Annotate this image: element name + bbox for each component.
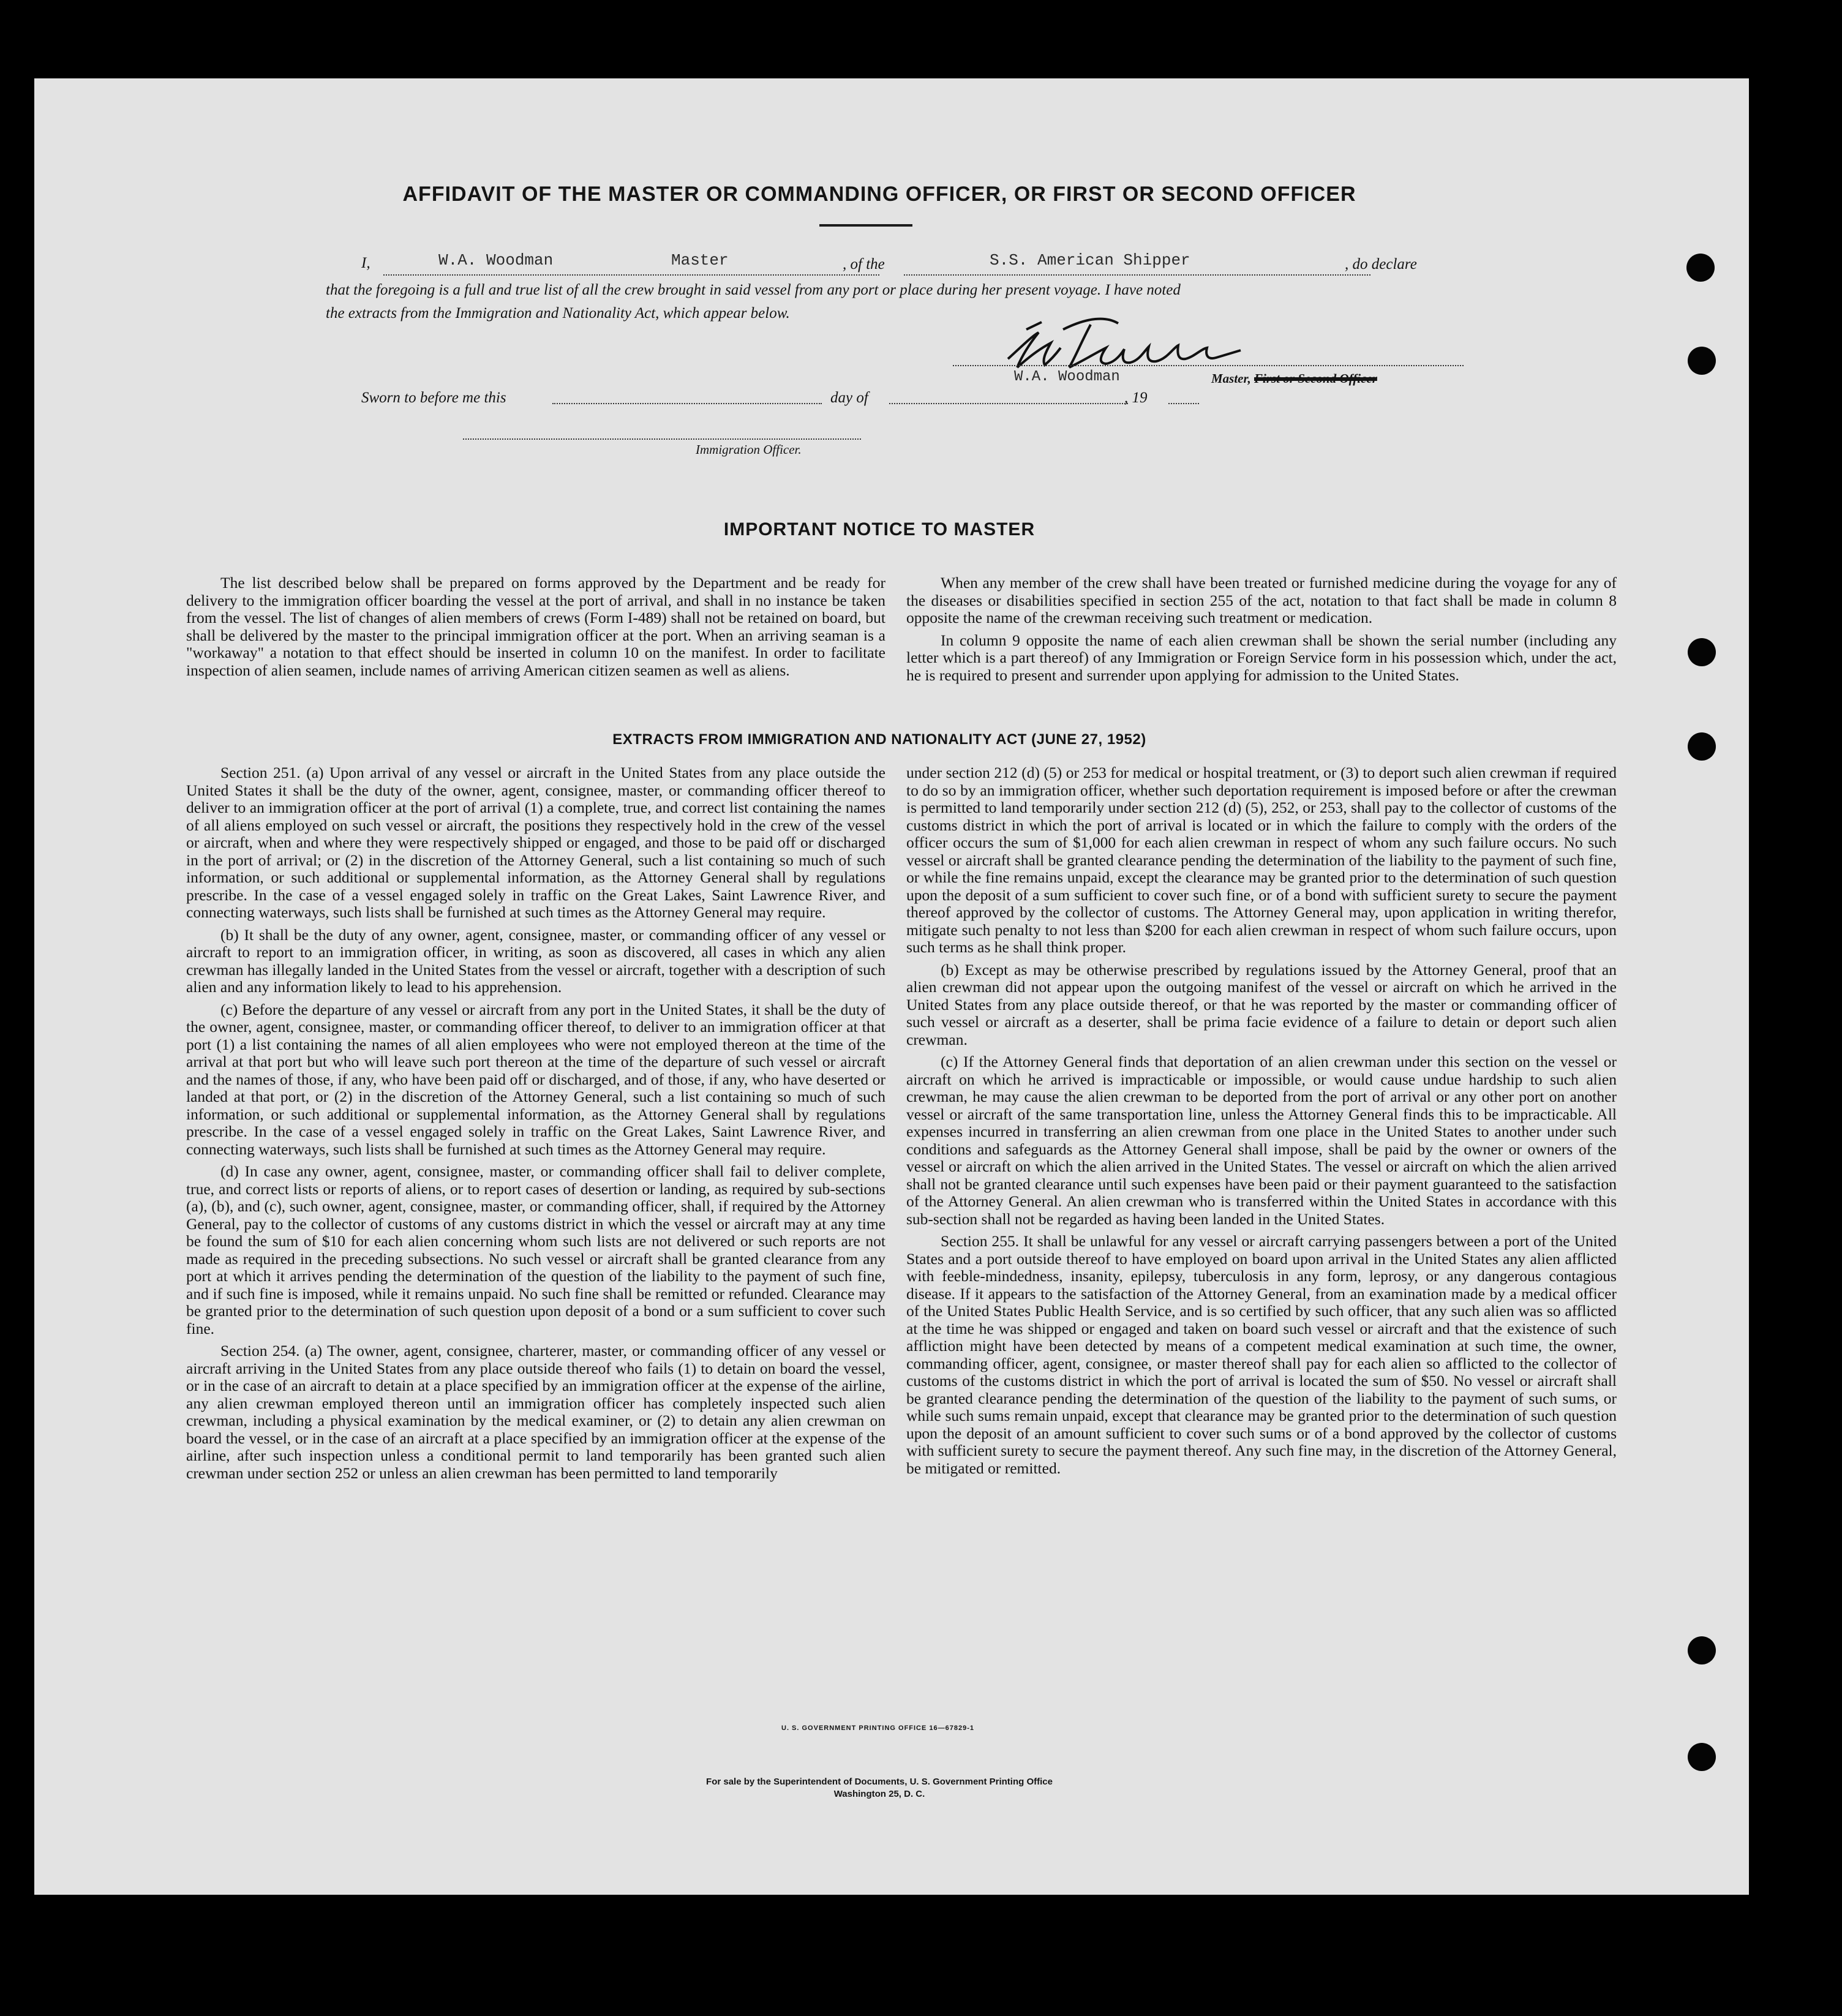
- sworn-date-field: [552, 401, 822, 404]
- day-of-label: day of: [830, 389, 868, 406]
- sworn-label: Sworn to before me this: [361, 389, 506, 406]
- extracts-right-column: [906, 764, 1617, 1482]
- master-rank: Master: [671, 251, 729, 269]
- notice-paragraph: In column 9 opposite the name of each alien crewman shall be shown the serial number (including any letter which is a part thereof) of any Immigration or Foreign Service form in his possession which, under the act, he is required to present and surrender upon applying for admission to the United States.: [906, 631, 1617, 684]
- year-field: [1168, 401, 1199, 404]
- signature-line: [953, 363, 1464, 366]
- notice-right-column: [906, 574, 1617, 689]
- declaration-line-2: that the foregoing is a full and true list of all the crew brought in said vessel from any port or place during her present voyage. I have noted: [326, 282, 1181, 298]
- act-paragraph: (b) Except as may be otherwise prescribed by regulations issued by the Attorney General, proof that an alien crewman did not appear upon the outgoing manifest of the vessel or aircraft on which he arrived in the United States from any place outside thereof, or that he was reported by the master or commanding officer of such vessel or aircraft as a deserter, shall be prima facie evidence of a failure to detain or deport such alien crewman.: [906, 960, 1617, 1048]
- month-field: [889, 401, 1128, 404]
- act-paragraph: (c) If the Attorney General finds that deportation of an alien crewman under this section on the vessel or aircraft on which he arrived is impracticable or impossible, or would cause undue hardship to such alien crewman, he may cause the alien crewman to be deported from the port of arrival or any other port on another vessel or aircraft of the same transportation line, unless the Attorney General finds this to be impracticable. All expenses incurred in transferring an alien crewman from one place in the United States to another under such conditions and safeguards as the Attorney General shall impose, shall be paid by the owner or owners of the vessel or aircraft on which the alien arrived in the United States. The vessel or aircraft on which the alien arrived shall not be granted clearance until such expenses have been paid or their payment guaranteed to the satisfaction of the Attorney General. An alien crewman who is transferred within the United States in accordance with this sub-section shall not be regarded as having been landed in the United States.: [906, 1053, 1617, 1228]
- binder-hole: [1688, 638, 1716, 666]
- notice-title: IMPORTANT NOTICE TO MASTER: [723, 519, 1036, 540]
- act-paragraph: Section 255. It shall be unlawful for any vessel or aircraft carrying passengers between a port of the United States and a port outside thereof to have employed on board upon arrival in the United States any alien afflicted with feeble-mindedness, insanity, epilepsy, tuberculosis in any form, leprosy, or any dangerous contagious disease. If it appears to the satisfaction of the Attorney General, from an examination made by a medical officer of the United States Public Health Service, and is so certified by such officer, that any such alien was so afflicted at the time he was shipped or engaged and taken on board such vessel or aircraft and that the existence of such affliction might have been detected by means of a competent medical examination at such time, the owner, commanding officer, agent, consignee, or master thereof shall pay for each alien so afflicted to the collector of customs of the customs district in which the port of arrival is located the sum of $50. No vessel or aircraft shall be granted clearance pending the determination of the question of the liability to the payment of such sums, or while such sums remain unpaid, except that clearance may be granted prior to the determination of such question upon the deposit of an amount sufficient to cover such sums or of a bond approved by the collector of customs with sufficient surety to secure the payment thereof. Any such fine may, in the discretion of the Attorney General, be mitigated or remitted.: [906, 1232, 1617, 1477]
- binder-hole: [1686, 254, 1715, 282]
- binder-hole: [1688, 1636, 1716, 1664]
- extracts-left-column: [186, 764, 885, 1487]
- master-name: W.A. Woodman: [438, 251, 554, 269]
- sale-notice: [34, 1776, 1724, 1800]
- binder-hole: [1688, 347, 1716, 375]
- act-paragraph: (b) It shall be the duty of any owner, agent, consignee, master, or commanding officer of any vessel or aircraft to report to an immigration officer, in writing, as soon as discovered, all cases in which any alien crewman has illegally landed in the United States from the vessel or aircraft, together with a description of such alien and any information likely to lead to his apprehension.: [186, 925, 885, 996]
- officer-signature-line: [463, 436, 861, 440]
- binder-hole: [1688, 1743, 1716, 1771]
- signature-title-master: Master,: [1211, 371, 1255, 386]
- vessel-name: S.S. American Shipper: [990, 251, 1190, 269]
- act-paragraph: Section 251. (a) Upon arrival of any vessel or aircraft in the United States from any place outside the United States it shall be the duty of the owner, agent, consignee, master, or commanding officer thereof to deliver to an immigration officer at the port of arrival (1) a complete, true, and correct list containing the names of all aliens employed on such vessel or aircraft, the positions they respectively hold in the crew of the vessel or aircraft, when and where they were respectively shipped or engaged, and those to be paid off or discharged in the port of arrival; or (2) in the discretion of the Attorney General, such a list containing so much of such information, or such additional or supplemental information, as the Attorney General shall by regulations prescribe. In the case of a vessel engaged solely in traffic on the Great Lakes, Saint Lawrence River, and connecting waterways, such lists shall be furnished at such times as the Attorney General may require.: [186, 764, 885, 921]
- act-paragraph: under section 212 (d) (5) or 253 for medical or hospital treatment, or (3) to deport such alien crewman if required to do so by an immigration officer, whether such deportation requirement is imposed before or after the crewman is permitted to land temporarily under section 212 (d) (5), 252, or 253, shall pay to the collector of customs of the customs district in which the port of arrival is located or in which the failure to comply with the orders of the officer occurs the sum of $1,000 for each alien crewman in respect of whom any such failure occurs. No such vessel or aircraft shall be granted clearance pending the determination of the liability to the payment of such fine, or while the fine remains unpaid, except the clearance may be granted prior to the determination of such question upon the deposit of a sum sufficient to cover such fine, or of a bond with sufficient surety to secure the payment thereof approved by the collector of customs. The Attorney General may, upon application in writing therefor, mitigate such penalty to not less than $200 for each alien crewman in respect of whom such failure occurs, upon such terms as he shall think proper.: [906, 764, 1617, 956]
- affidavit-title: AFFIDAVIT OF THE MASTER OR COMMANDING OFFICER, OR FIRST OR SECOND OFFICER: [402, 182, 1356, 206]
- do-declare-label: , do declare: [1345, 256, 1417, 273]
- act-paragraph: (d) In case any owner, agent, consignee, master, or commanding officer shall fail to deliver complete, true, and correct lists or reports of aliens, or to report cases of desertion or landing, as required by sub-sections (a), (b), and (c), such owner, agent, consignee, master, or commanding officer, shall, if required by the Attorney General, pay to the collector of customs of any customs district in which the vessel or aircraft may at any time be found the sum of $10 for each alien concerning whom such lists are not delivered or such reports are not made as required in the preceding subsections. No such vessel or aircraft shall be granted clearance from any port at which it arrives pending the determination of the question of the liability to the payment of such fine, and if such fine is imposed, while it remains unpaid. No such fine shall be remitted or refunded. Clearance may be granted prior to the determination of such question upon deposit of a bond or a sum sufficient to cover such fine.: [186, 1162, 885, 1337]
- act-paragraph: Section 254. (a) The owner, agent, consignee, charterer, master, or commanding officer of any vessel or aircraft arriving in the United States from any place outside thereof who fails (1) to detain on board the vessel, or in the case of an aircraft to detain at a place specified by an immigration officer at the expense of the airline, any alien crewman employed thereon until an immigration officer has completely inspected such alien crewman, including a physical examination by the medical examiner, or (2) to detain any alien crewman on board the vessel, or in the case of an aircraft at a place specified by an immigration officer at the expense of the airline, after such inspection unless a conditional permit to land temporarily has been granted such alien crewman under section 252 or unless an alien crewman has been permitted to land temporarily: [186, 1342, 885, 1482]
- title-rule: [819, 224, 912, 227]
- form-page: [34, 78, 1749, 1895]
- sale-line-1: For sale by the Superintendent of Documents, U. S. Government Printing Office: [706, 1777, 1053, 1787]
- notice-left-column: [186, 574, 885, 684]
- act-paragraph: (c) Before the departure of any vessel or aircraft from any port in the United States, it shall be the duty of the owner, agent, consignee, master, or commanding officer thereof, to deliver to an immigration officer at that port (1) a list containing the names of all alien employees who were not employed thereon at the time of the arrival at that port but who will leave such port thereon at the time of the departure of such vessel or aircraft and the names of those, if any, who have been paid off or discharged, and of those, if any, who have deserted or landed at that port, or (2) in the discretion of the Attorney General, such a list containing so much of such information, or such additional or supplemental information, as the Attorney General shall by regulations prescribe. In the case of a vessel engaged solely in traffic on the Great Lakes, Saint Lawrence River, and connecting waterways, such lists shall be furnished at such times as the Attorney General may require.: [186, 1000, 885, 1158]
- sale-line-2: Washington 25, D. C.: [833, 1789, 925, 1799]
- year-prefix: , 19: [1124, 389, 1148, 406]
- declaration-line-3: the extracts from the Immigration and Nationality Act, which appear below.: [326, 305, 790, 322]
- notice-paragraph: When any member of the crew shall have been treated or furnished medicine during the voyage for any of the diseases or disabilities specified in section 255 of the act, notation to that fact shall be made in column 8 opposite the name of the crewman receiving such treatment or medication.: [906, 574, 1617, 626]
- signature-title: [1211, 371, 1377, 386]
- signature-typed-name: W.A. Woodman: [1014, 369, 1120, 385]
- binder-hole: [1688, 732, 1716, 761]
- notice-paragraph: The list described below shall be prepared on forms approved by the Department and be ready for delivery to the immigration officer boarding the vessel at the port of arrival, and shall in no instance be taken from the vessel. The list of changes of alien members of crews (Form I-489) shall not be retained on board, but shall be delivered by the master to the principal immigration officer at the port. When an arriving seaman is a "workaway" a notation to that effect should be inserted in column 10 on the manifest. In order to facilitate inspection of alien seamen, include names of arriving American citizen seamen as well as aliens.: [186, 574, 885, 679]
- extracts-title: EXTRACTS FROM IMMIGRATION AND NATIONALITY ACT (JUNE 27, 1952): [612, 731, 1146, 748]
- of-the-label: , of the: [843, 256, 885, 273]
- printer-line: U. S. GOVERNMENT PRINTING OFFICE 16—67829-1: [781, 1725, 975, 1732]
- i-label: I,: [361, 255, 370, 271]
- immigration-officer-label: Immigration Officer.: [696, 442, 802, 457]
- signature-title-struck: First or Second Officer: [1254, 371, 1377, 386]
